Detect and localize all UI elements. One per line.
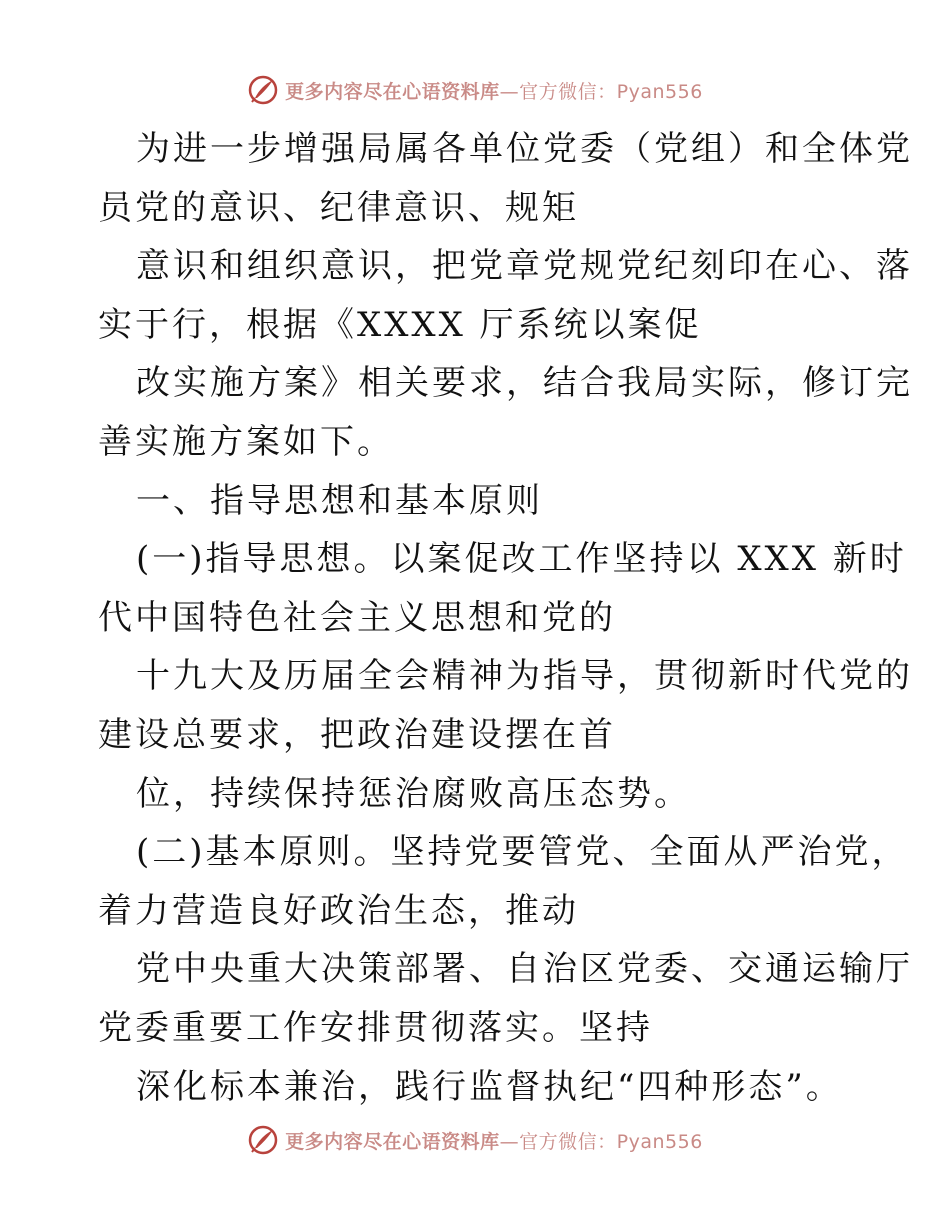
- watermark-brand: 更多内容尽在心语资料库: [285, 80, 500, 103]
- paragraph-line: 改实施方案》相关要求，结合我局实际，修订完: [136, 363, 913, 404]
- paragraph-line: 善实施方案如下。: [98, 421, 394, 462]
- watermark-contact: —官方微信：Pyan556: [499, 1130, 703, 1153]
- paragraph-line: 党中央重大决策部署、自治区党委、交通运输厅: [136, 949, 913, 990]
- paragraph-line: 位，持续保持惩治腐败高压态势。: [136, 773, 691, 814]
- paragraph-line: (一)指导思想。以案促改工作坚持以 XXX 新时: [136, 539, 907, 580]
- paragraph-line: 实于行，根据《XXXX 厅系统以案促: [98, 304, 702, 345]
- watermark-brand: 更多内容尽在心语资料库: [285, 1130, 500, 1153]
- paragraph-line: 为进一步增强局属各单位党委（党组）和全体党: [136, 129, 913, 169]
- watermark-text: [285, 77, 703, 104]
- quill-pen-logo-icon: [247, 74, 279, 106]
- header-watermark-banner: [0, 70, 950, 110]
- paragraph-line: 着力营造良好政治生态，推动: [98, 890, 579, 931]
- paragraph-line: 建设总要求，把政治建设摆在首: [98, 714, 616, 755]
- paragraph-line: (二)基本原则。坚持党要管党、全面从严治党，: [136, 832, 909, 873]
- paragraph-line: 党委重要工作安排贯彻落实。坚持: [98, 1007, 653, 1048]
- paragraph-line: 意识和组织意识，把党章党规党纪刻印在心、落: [136, 246, 913, 287]
- footer-watermark-banner: [0, 1120, 950, 1160]
- paragraph-line: 深化标本兼治，践行监督执纪“四种形态”。: [136, 1066, 843, 1107]
- paragraph-line: 十九大及历届全会精神为指导，贯彻新时代党的: [136, 656, 913, 697]
- paragraph-line: 代中国特色社会主义思想和党的: [98, 597, 616, 638]
- watermark-contact: —官方微信：Pyan556: [499, 80, 703, 103]
- document-body: [98, 120, 913, 1116]
- watermark-text: [285, 1127, 703, 1154]
- quill-pen-logo-icon: [247, 1124, 279, 1156]
- section-heading: 一、指导思想和基本原则: [136, 480, 543, 521]
- paragraph-line: 员党的意识、纪律意识、规矩: [98, 187, 579, 228]
